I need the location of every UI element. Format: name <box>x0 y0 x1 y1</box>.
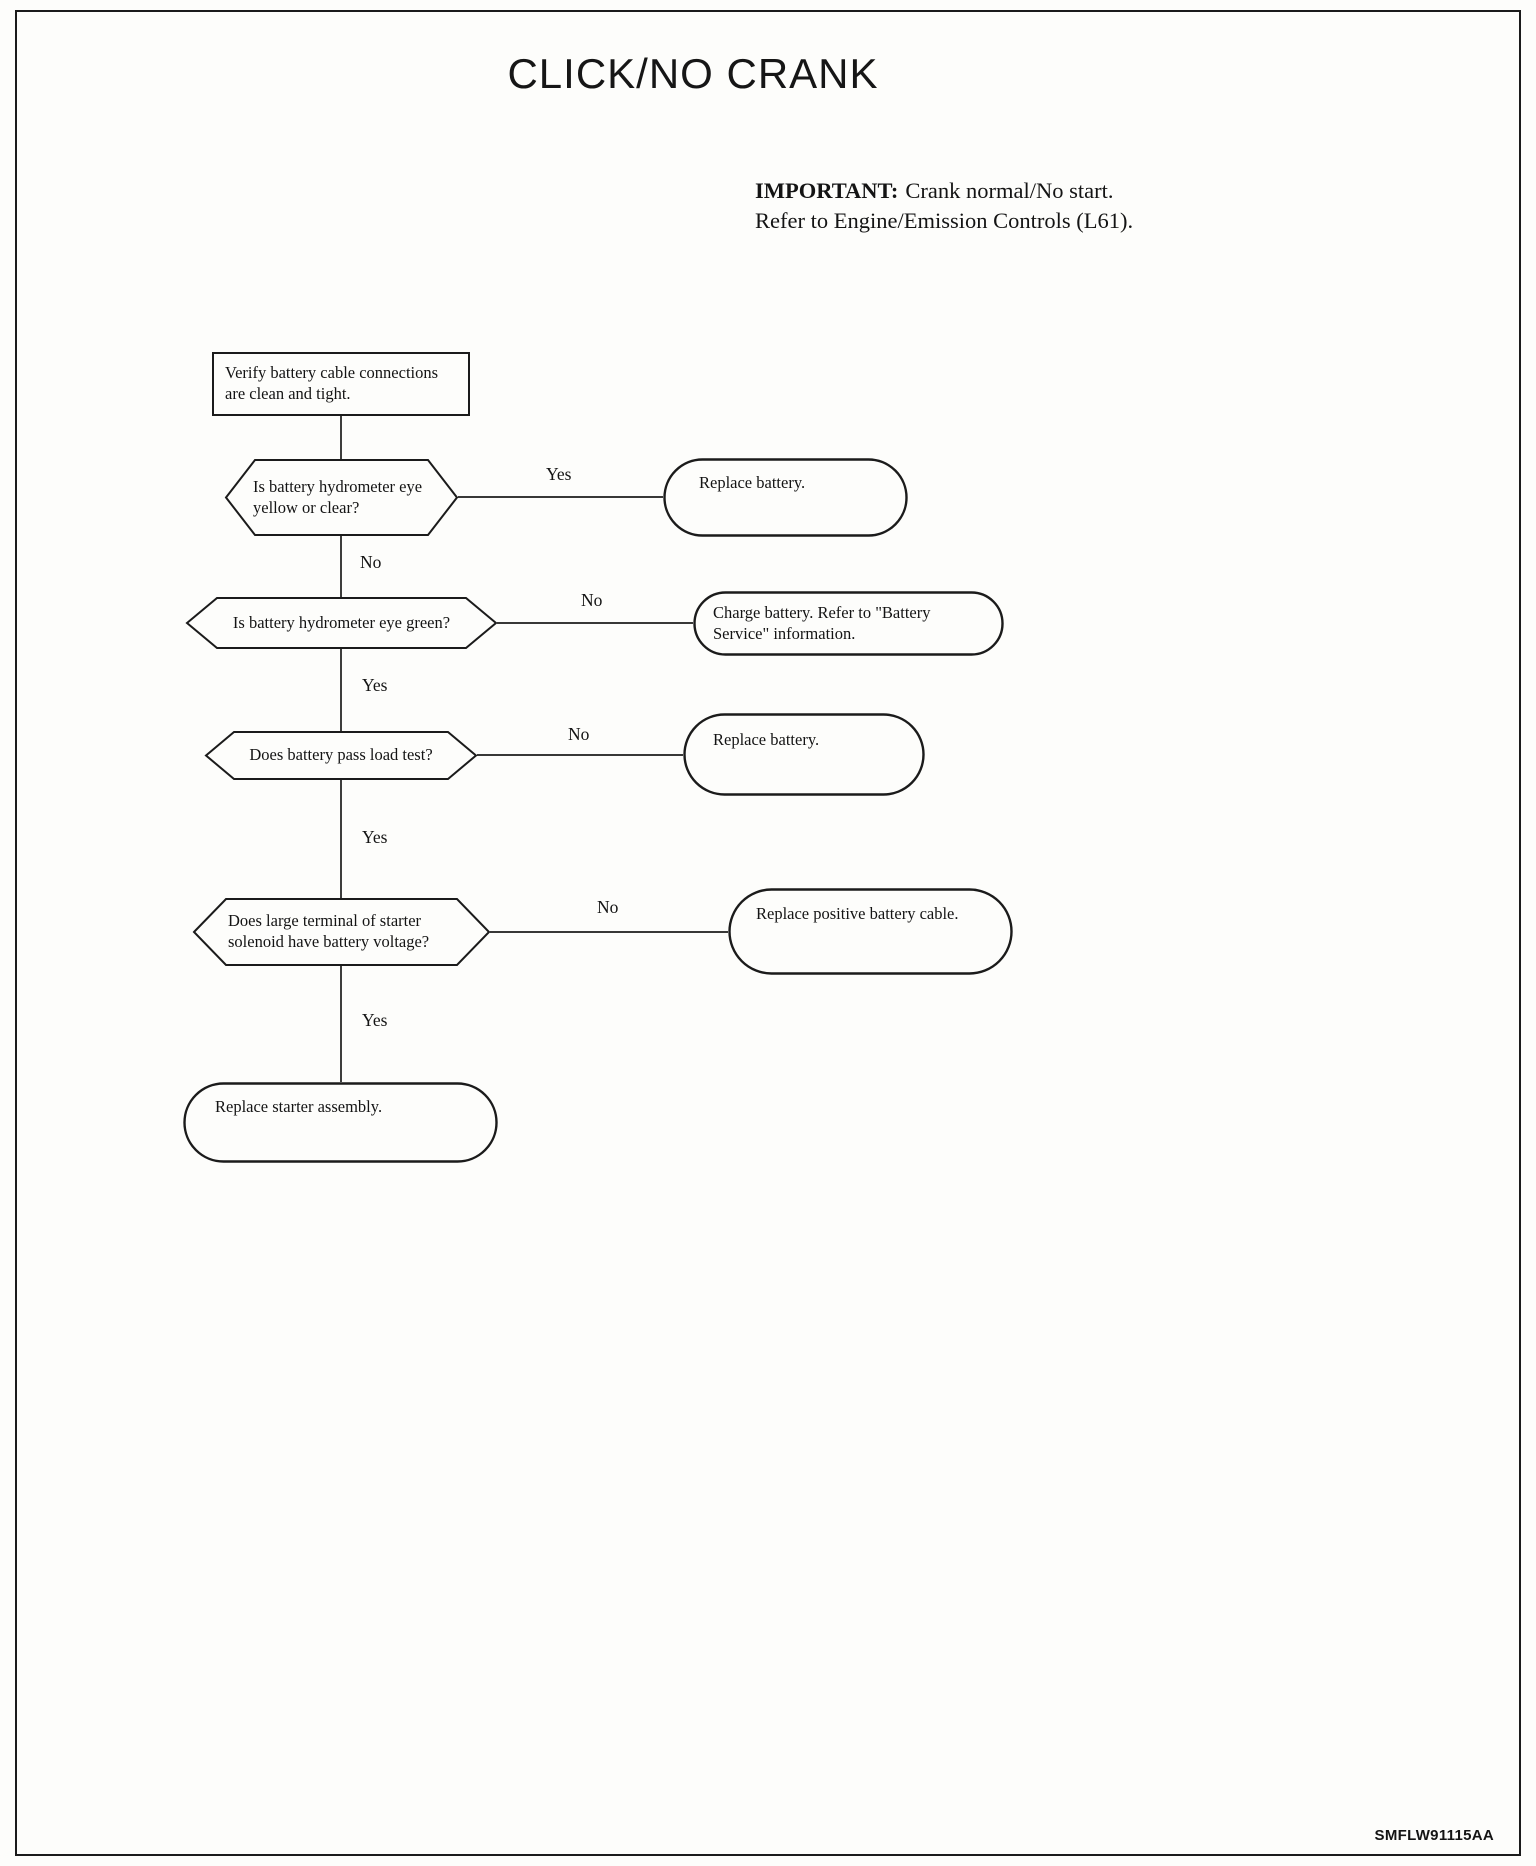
edge-label-q4-yes: Yes <box>362 1010 388 1030</box>
flow-node-q2-text: Is battery hydrometer eye green? <box>232 612 451 632</box>
flow-node-charge-battery <box>693 591 1004 656</box>
flow-node-decision-hydrometer-yellow <box>225 459 458 536</box>
flow-node-q4-text: Does large terminal of starter solenoid have battery voltage? <box>228 911 430 951</box>
flow-node-decision-hydrometer-green <box>186 597 497 649</box>
important-label: IMPORTANT: <box>755 178 899 203</box>
edge-label-q2-yes: Yes <box>362 675 388 695</box>
page-title: CLICK/NO CRANK <box>507 50 879 97</box>
flow-node-q3-text: Does battery pass load test? <box>249 745 433 765</box>
flow-node-q1-text: Is battery hydrometer eye yellow or clear? <box>253 476 423 517</box>
edge-label-q1-no: No <box>360 552 382 572</box>
flow-node-replace-battery-1 <box>663 458 908 537</box>
flow-node-end-text: Replace starter assembly. <box>215 1097 383 1116</box>
flow-node-a3-text: Replace battery. <box>713 730 820 749</box>
edge-label-q2-no: No <box>581 590 603 610</box>
flow-node-decision-solenoid-voltage <box>193 898 490 966</box>
edge-label-q3-yes: Yes <box>362 827 388 847</box>
flow-node-a2-text: Charge battery. Refer to "Battery Service" information. <box>713 602 931 643</box>
flow-node-decision-load-test <box>205 731 477 780</box>
edge-label-q4-no: No <box>597 897 619 917</box>
flow-node-a1-text: Replace battery. <box>699 473 806 492</box>
edge-label-q3-no: No <box>568 724 590 744</box>
important-text-line1: Crank normal/No start. <box>905 178 1114 203</box>
flow-node-a4-text: Replace positive battery cable. <box>756 904 959 923</box>
important-text-line2: Refer to Engine/Emission Controls (L61). <box>755 208 1134 234</box>
flow-node-start-text: Verify battery cable connections are clean and tight. <box>225 363 439 403</box>
edge-label-q1-yes: Yes <box>546 464 572 484</box>
flow-node-replace-positive-cable <box>728 888 1013 975</box>
flow-node-replace-starter <box>183 1082 498 1163</box>
flow-node-start <box>212 352 470 416</box>
important-note <box>755 176 1195 236</box>
document-code: SMFLW91115AA <box>1374 1827 1494 1844</box>
flow-node-replace-battery-2 <box>683 713 925 796</box>
